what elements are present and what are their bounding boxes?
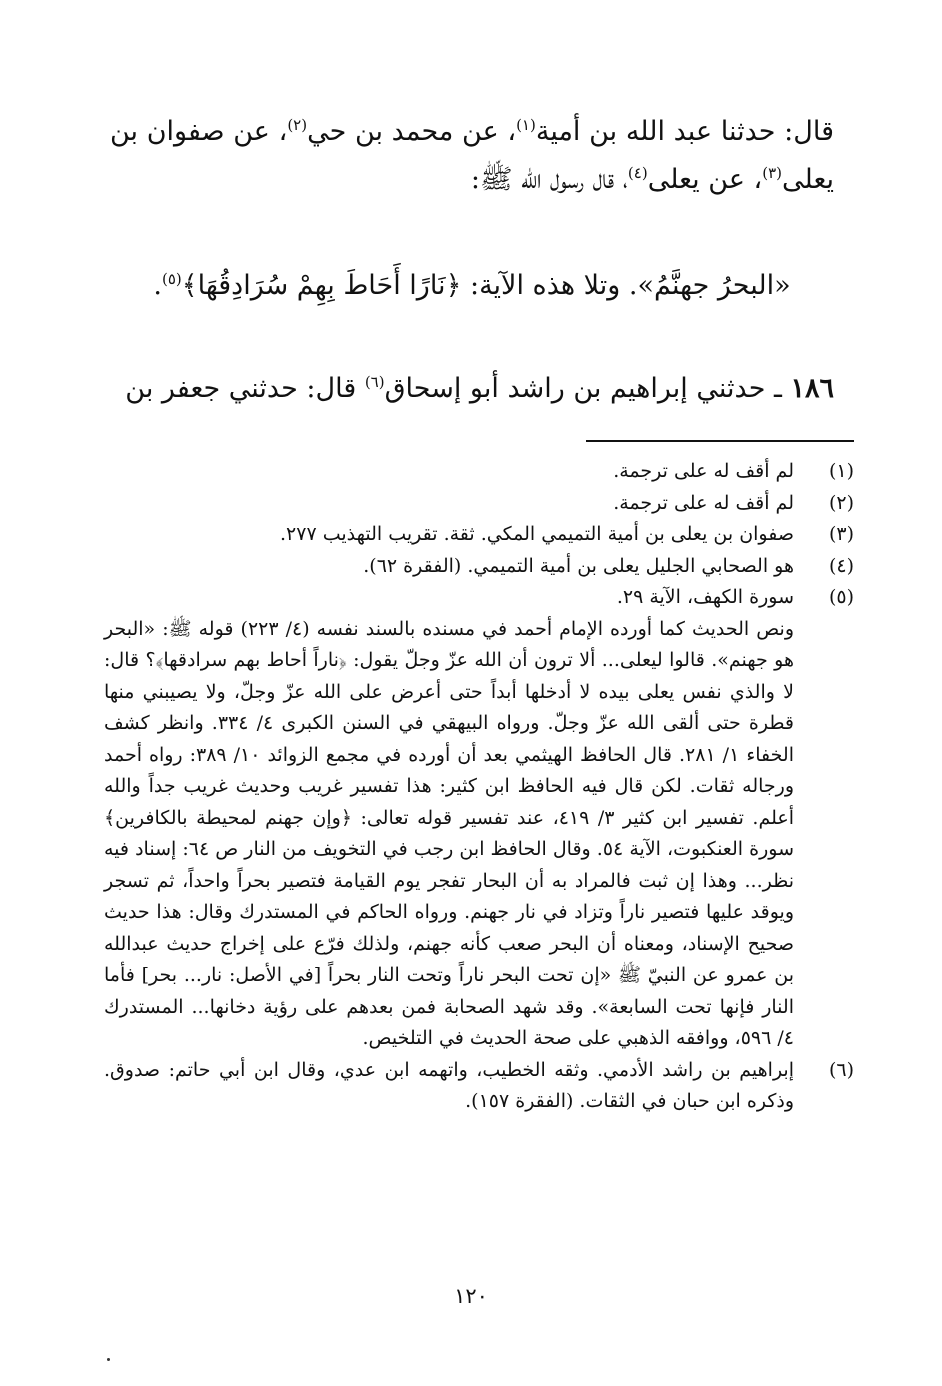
footnotes-section	[104, 456, 854, 1118]
hadith-text: «البحرُ جهنَّمُ». وتلا هذه الآية: ﴿نَارًا أَحَاطَ بِهِمْ سُرَادِقُهَا﴾	[181, 270, 791, 301]
paragraph-number: ١٨٦	[790, 373, 834, 404]
footnote-item	[104, 519, 854, 551]
main-paragraph-hadith	[110, 262, 834, 310]
scan-speck	[107, 1358, 110, 1361]
footnote-text: لم أقف له على ترجمة.	[613, 460, 794, 482]
footnote-item	[104, 456, 854, 488]
footnote-number: (١)	[828, 460, 854, 482]
footnote-ref: (٣)	[762, 164, 783, 182]
isnad-text-part: قال: حدثني جعفر بن	[125, 373, 365, 404]
footnote-text: صفوان بن يعلى بن أمية التميمي المكي. ثقة. تقريب التهذيب ٢٧٧.	[279, 523, 794, 545]
footnote-ref: (٦)	[364, 373, 385, 391]
isnad-text-part: ، قال رسول الله ﷺ:	[470, 164, 628, 195]
footnote-text: سورة الكهف، الآية ٢٩.	[616, 586, 794, 608]
footnote-ref: (٥)	[162, 270, 182, 288]
footnote-item	[104, 582, 854, 614]
footnote-number: (٦)	[828, 1058, 854, 1081]
footnote-continuation	[104, 614, 854, 1055]
main-paragraph-isnad	[110, 108, 834, 204]
footnote-item	[104, 1055, 854, 1118]
footnote-text: هو الصحابي الجليل يعلى بن أمية التميمي. (الفقرة ٦٢).	[363, 554, 794, 577]
footnote-item	[104, 488, 854, 520]
isnad-text-part: ، عن محمد بن حي	[307, 116, 517, 147]
page-number: ١٢٠	[454, 1284, 488, 1308]
footnote-text: إبراهيم بن راشد الأدمي. وثقه الخطيب، واتهمه ابن عدي، وقال ابن أبي حاتم: صدوق. وذكره ابن حبان في الثقات. (الفقرة ١٥٧).	[104, 1058, 794, 1112]
footnote-text: ونص الحديث كما أورده الإمام أحمد في مسنده بالسند نفسه (٤/ ٢٢٣) قوله ﷺ: «البحر هو جهنم». قالوا ليعلى... ألا ترون أن الله عزّ وجلّ يقول: ﴿ناراً أحاط بهم سرادقها﴾؟ قال: لا والذي نفس يعلى بيده لا أدخلها أبداً حتى أعرض على الله عزّ وجلّ، ولا يصيبني منها قطرة حتى ألقى الله عزّ وجلّ. ورواه البيهقي في السنن الكبرى ٤/ ٣٣٤. وانظر كشف الخفاء ١/ ٢٨١. قال الحافظ الهيثمي بعد أن أورده في مجمع الزوائد ١٠/ ٣٨٩: رواه أحمد ورجاله ثقات. لكن قال فيه الحافظ ابن كثير: هذا تفسير غريب وحديث غريب جداً والله أعلم. تفسير ابن كثير ٣/ ٤١٩، عند تفسير قوله تعالى: ﴿وإن جهنم لمحيطة بالكافرين﴾ سورة العنكبوت، الآية ٥٤. وقال الحافظ ابن رجب في التخويف من النار ص ٦٤: إسناد فيه نظر... وهذا إن ثبت فالمراد به أن البحار تفجر يوم القيامة فتصير بحراً واحداً، ثم تسجر ويوقد عليها فتصير ناراً وتزاد في نار جهنم. ورواه الحاكم في المستدرك وقال: هذا حديث صحيح الإسناد، ومعناه أن البحر صعب كأنه جهنم، ولذلك فرّع على إخراج حديث عبدالله بن عمرو عن النبيّ ﷺ «إن تحت البحر ناراً وتحت النار بحراً [في الأصل: نار... بحر] فأما النار فإنها تحت السابعة». وقد شهد الصحابة فمن بعدهم على رؤية دخانها... المستدرك ٤/ ٥٩٦، ووافقه الذهبي على صحة الحديث في التلخيص.	[104, 617, 794, 1049]
main-paragraph-186	[110, 365, 834, 413]
footnote-ref: (١)	[516, 116, 536, 134]
footnote-number: (٢)	[828, 491, 854, 514]
footnote-ref: (٤)	[627, 164, 648, 182]
footnote-number: (٤)	[828, 554, 854, 577]
isnad-text-part: ، عن صفوان بن يعلى	[110, 116, 834, 195]
footnote-item	[104, 551, 854, 583]
footnote-number: (٥)	[828, 586, 854, 608]
isnad-text-part: ، عن يعلى	[647, 164, 763, 195]
isnad-text-part: قال: حدثنا عبد الله بن أمية	[535, 116, 834, 147]
footnote-ref: (٢)	[287, 116, 308, 134]
isnad-text-part: ـ حدثني إبراهيم بن راشد أبو إسحاق	[384, 373, 791, 404]
footnote-number: (٣)	[828, 523, 854, 545]
hadith-end: .	[153, 270, 162, 301]
footnote-text: لم أقف له على ترجمة.	[613, 491, 794, 514]
footnote-separator	[586, 440, 854, 442]
